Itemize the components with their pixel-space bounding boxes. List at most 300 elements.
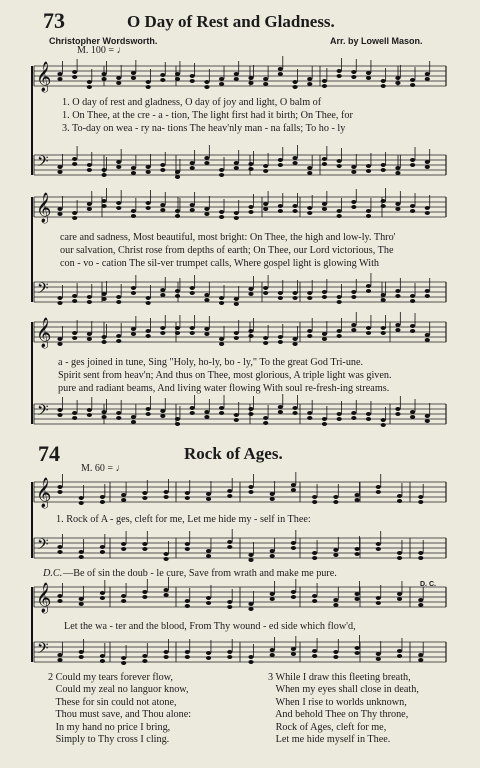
note-head	[278, 163, 283, 167]
note-head	[131, 209, 136, 213]
note-head	[381, 199, 386, 203]
note-head	[175, 77, 180, 81]
note-head	[72, 331, 77, 335]
note-head	[425, 289, 430, 293]
note-head	[312, 599, 317, 603]
note-head	[131, 286, 136, 290]
note-head	[418, 551, 423, 555]
note-head	[248, 81, 253, 85]
tempo-marking: M. 60 = ♩	[81, 463, 126, 474]
note-head	[57, 165, 62, 169]
note-head	[206, 492, 211, 496]
note-head	[219, 301, 224, 305]
note-head	[381, 84, 386, 88]
note-head	[397, 551, 402, 555]
note-head	[234, 413, 239, 417]
note-head	[190, 326, 195, 330]
note-head	[185, 599, 190, 603]
note-head	[248, 607, 253, 611]
note-head	[146, 170, 151, 174]
verse-line: These for sin could not atone,	[48, 696, 177, 708]
note-head	[100, 654, 105, 658]
note-head	[234, 211, 239, 215]
note-head	[248, 162, 253, 166]
note-head	[312, 551, 317, 555]
lyric-line: 1. O day of rest and gladness, O day of joy and light, O balm of	[62, 97, 322, 108]
note-head	[190, 331, 195, 335]
note-head	[333, 603, 338, 607]
note-head	[292, 209, 297, 213]
note-head	[263, 164, 268, 168]
note-head	[270, 497, 275, 501]
note-head	[57, 170, 62, 174]
note-head	[87, 413, 92, 417]
note-head	[204, 410, 209, 414]
lyric-line: 3. To-day on wea - ry na- tions The heav'nly man - na falls; To ho - ly	[62, 123, 346, 134]
note-head	[376, 652, 381, 656]
note-head	[381, 298, 386, 302]
note-head	[57, 296, 62, 300]
verse-line: And behold Thee on Thy throne,	[268, 709, 409, 721]
lyric-line: con - vo - cation The sil-ver trumpet calls, Where gospel light is glowing With	[60, 258, 380, 269]
note-head	[291, 488, 296, 492]
note-head	[121, 594, 126, 598]
note-head	[366, 164, 371, 168]
note-head	[425, 206, 430, 210]
note-head	[425, 160, 430, 164]
note-head	[376, 547, 381, 551]
note-head	[142, 659, 147, 663]
note-head	[204, 327, 209, 331]
note-head	[395, 323, 400, 327]
note-head	[278, 410, 283, 414]
bass-clef-icon: 𝄢	[37, 640, 49, 661]
note-head	[376, 485, 381, 489]
note-head	[397, 597, 402, 601]
note-head	[206, 497, 211, 501]
note-head	[101, 204, 106, 208]
note-head	[270, 653, 275, 657]
note-head	[355, 493, 360, 497]
note-head	[425, 72, 430, 76]
note-head	[270, 648, 275, 652]
note-head	[142, 496, 147, 500]
note-head	[410, 415, 415, 419]
note-head	[57, 207, 62, 211]
note-head	[146, 201, 151, 205]
note-head	[263, 291, 268, 295]
note-head	[376, 490, 381, 494]
note-head	[142, 547, 147, 551]
note-head	[418, 500, 423, 504]
note-head	[204, 207, 209, 211]
note-head	[57, 594, 62, 598]
note-head	[376, 596, 381, 600]
note-head	[121, 547, 126, 551]
note-head	[87, 168, 92, 172]
note-head	[72, 211, 77, 215]
note-head	[307, 411, 312, 415]
note-head	[351, 290, 356, 294]
note-head	[206, 554, 211, 558]
note-head	[131, 214, 136, 218]
bass-clef-icon: 𝄢	[37, 280, 49, 301]
note-head	[100, 500, 105, 504]
note-head	[116, 416, 121, 420]
note-head	[322, 422, 327, 426]
note-head	[322, 157, 327, 161]
note-head	[121, 498, 126, 502]
note-head	[160, 293, 165, 297]
note-head	[410, 410, 415, 414]
note-head	[204, 80, 209, 84]
note-head	[425, 414, 430, 418]
note-head	[206, 596, 211, 600]
note-head	[292, 161, 297, 165]
note-head	[121, 493, 126, 497]
treble-clef-icon: 𝄞	[36, 583, 52, 613]
note-head	[381, 293, 386, 297]
note-head	[322, 79, 327, 83]
verse-line: 2 Could my tears forever flow,	[48, 672, 173, 683]
note-head	[418, 658, 423, 662]
note-head	[395, 412, 400, 416]
note-head	[131, 327, 136, 331]
note-head	[72, 294, 77, 298]
note-head	[397, 494, 402, 498]
note-head	[366, 214, 371, 218]
note-head	[57, 485, 62, 489]
note-head	[164, 593, 169, 597]
note-head	[307, 416, 312, 420]
note-head	[351, 328, 356, 332]
note-head	[227, 494, 232, 498]
note-head	[146, 334, 151, 338]
note-head	[146, 165, 151, 169]
note-head	[131, 76, 136, 80]
note-head	[131, 420, 136, 424]
note-head	[410, 324, 415, 328]
hymn-title: O Day of Rest and Gladness.	[127, 12, 335, 31]
note-head	[142, 542, 147, 546]
note-head	[248, 655, 253, 659]
note-head	[121, 661, 126, 665]
note-head	[146, 206, 151, 210]
note-head	[146, 407, 151, 411]
note-head	[164, 655, 169, 659]
note-head	[87, 332, 92, 336]
note-head	[381, 204, 386, 208]
note-head	[263, 341, 268, 345]
lyric-line: —Be of sin the doub - le cure, Save from wrath and make me pure.	[63, 568, 337, 579]
note-head	[116, 165, 121, 169]
note-head	[337, 417, 342, 421]
note-head	[337, 412, 342, 416]
note-head	[190, 286, 195, 290]
note-head	[72, 157, 77, 161]
note-head	[101, 77, 106, 81]
note-head	[175, 209, 180, 213]
note-head	[322, 337, 327, 341]
note-head	[131, 415, 136, 419]
note-head	[101, 340, 106, 344]
note-head	[116, 300, 121, 304]
note-head	[333, 553, 338, 557]
note-head	[100, 659, 105, 663]
note-head	[366, 76, 371, 80]
verse-line: Let me hide myself in Thee.	[268, 734, 391, 746]
treble-clef-icon: 𝄞	[36, 478, 52, 508]
note-head	[292, 342, 297, 346]
note-head	[307, 291, 312, 295]
note-head	[263, 207, 268, 211]
note-head	[307, 171, 312, 175]
note-head	[425, 333, 430, 337]
note-head	[263, 82, 268, 86]
note-head	[425, 77, 430, 81]
tempo-marking: M. 100 = ♩	[77, 45, 127, 56]
note-head	[292, 337, 297, 341]
note-head	[322, 207, 327, 211]
note-head	[355, 547, 360, 551]
note-head	[381, 79, 386, 83]
note-head	[322, 290, 327, 294]
bass-clef-icon: 𝄢	[37, 402, 49, 423]
note-head	[164, 552, 169, 556]
note-head	[160, 414, 165, 418]
note-head	[381, 168, 386, 172]
note-head	[190, 161, 195, 165]
note-head	[395, 202, 400, 206]
note-head	[204, 415, 209, 419]
note-head	[291, 647, 296, 651]
lyric-line: 1. On Thee, at the cre - a - tion, The light first had it birth; On Thee, for	[62, 110, 353, 121]
note-head	[248, 76, 253, 80]
note-head	[322, 84, 327, 88]
note-head	[79, 602, 84, 606]
note-head	[175, 289, 180, 293]
note-head	[234, 336, 239, 340]
note-head	[219, 342, 224, 346]
note-head	[322, 332, 327, 336]
note-head	[397, 592, 402, 596]
note-head	[333, 650, 338, 654]
note-head	[366, 417, 371, 421]
note-head	[87, 202, 92, 206]
note-head	[116, 295, 121, 299]
note-head	[219, 210, 224, 214]
note-head	[278, 335, 283, 339]
note-head	[185, 542, 190, 546]
note-head	[351, 70, 356, 74]
note-head	[248, 167, 253, 171]
note-head	[227, 650, 232, 654]
note-head	[175, 326, 180, 330]
note-head	[337, 334, 342, 338]
note-head	[395, 171, 400, 175]
note-head	[116, 339, 121, 343]
note-head	[366, 71, 371, 75]
verse-line: When I rise to worlds unknown,	[268, 696, 407, 708]
note-head	[395, 328, 400, 332]
treble-clef-icon: 𝄞	[36, 62, 52, 92]
note-head	[116, 76, 121, 80]
note-head	[333, 655, 338, 659]
note-head	[351, 323, 356, 327]
note-head	[418, 653, 423, 657]
note-head	[219, 337, 224, 341]
note-head	[351, 295, 356, 299]
note-head	[263, 416, 268, 420]
note-head	[292, 411, 297, 415]
note-head	[190, 74, 195, 78]
note-head	[307, 296, 312, 300]
note-head	[146, 296, 151, 300]
note-head	[160, 203, 165, 207]
note-head	[292, 291, 297, 295]
note-head	[164, 650, 169, 654]
note-head	[160, 409, 165, 413]
dc-label: D.C.	[43, 568, 63, 579]
note-head	[355, 552, 360, 556]
note-head	[248, 287, 253, 291]
note-head	[227, 489, 232, 493]
note-head	[263, 169, 268, 173]
note-head	[366, 284, 371, 288]
note-head	[351, 205, 356, 209]
note-head	[185, 496, 190, 500]
note-head	[410, 158, 415, 162]
note-head	[227, 600, 232, 604]
note-head	[291, 541, 296, 545]
note-head	[312, 495, 317, 499]
note-head	[322, 417, 327, 421]
note-head	[351, 411, 356, 415]
note-head	[333, 548, 338, 552]
note-head	[190, 79, 195, 83]
note-head	[337, 329, 342, 333]
note-head	[270, 549, 275, 553]
note-head	[381, 331, 386, 335]
note-head	[366, 169, 371, 173]
note-head	[410, 294, 415, 298]
note-head	[175, 170, 180, 174]
note-head	[351, 170, 356, 174]
note-head	[204, 293, 209, 297]
note-head	[185, 650, 190, 654]
note-head	[57, 490, 62, 494]
note-head	[307, 82, 312, 86]
verse-line: 3 While I draw this fleeting breath,	[268, 672, 411, 683]
note-head	[131, 171, 136, 175]
note-head	[146, 301, 151, 305]
note-head	[185, 655, 190, 659]
note-head	[164, 588, 169, 592]
note-head	[101, 415, 106, 419]
note-head	[57, 599, 62, 603]
note-head	[164, 490, 169, 494]
note-head	[227, 655, 232, 659]
note-head	[79, 555, 84, 559]
hymn-number: 74	[38, 441, 60, 466]
note-head	[190, 406, 195, 410]
note-head	[355, 498, 360, 502]
note-head	[116, 411, 121, 415]
note-head	[164, 557, 169, 561]
note-head	[248, 485, 253, 489]
note-head	[190, 291, 195, 295]
note-head	[248, 490, 253, 494]
note-head	[337, 209, 342, 213]
note-head	[79, 655, 84, 659]
note-head	[351, 165, 356, 169]
note-head	[366, 289, 371, 293]
da-capo-mark: D. C.	[420, 581, 436, 588]
note-head	[87, 300, 92, 304]
note-head	[57, 550, 62, 554]
note-head	[248, 329, 253, 333]
lyric-line: pure and radiant beams, And living water flowing With soul re-fresh-ing streams.	[58, 383, 390, 394]
note-head	[160, 73, 165, 77]
note-head	[100, 550, 105, 554]
note-head	[185, 491, 190, 495]
note-head	[425, 294, 430, 298]
note-head	[87, 80, 92, 84]
note-head	[206, 601, 211, 605]
note-head	[160, 78, 165, 82]
note-head	[219, 77, 224, 81]
note-head	[366, 209, 371, 213]
note-head	[263, 77, 268, 81]
note-head	[248, 412, 253, 416]
note-head	[333, 500, 338, 504]
note-head	[278, 204, 283, 208]
note-head	[366, 326, 371, 330]
verse-line: Thou must save, and Thou alone:	[48, 709, 192, 721]
note-head	[72, 416, 77, 420]
note-head	[57, 408, 62, 412]
note-head	[291, 546, 296, 550]
note-head	[57, 77, 62, 81]
note-head	[57, 545, 62, 549]
note-head	[425, 211, 430, 215]
note-head	[206, 549, 211, 553]
note-head	[397, 654, 402, 658]
note-head	[160, 288, 165, 292]
note-head	[322, 295, 327, 299]
lyric-line: Let the wa - ter and the blood, From Thy wound - ed side which flow'd,	[64, 621, 356, 632]
note-head	[248, 602, 253, 606]
note-head	[190, 208, 195, 212]
note-head	[175, 422, 180, 426]
lyric-line: care and sadness, Most beautiful, most bright: On Thee, the high and low-ly. Thro'	[60, 232, 396, 243]
note-head	[234, 297, 239, 301]
note-head	[376, 542, 381, 546]
note-head	[292, 406, 297, 410]
note-head	[234, 166, 239, 170]
note-head	[410, 83, 415, 87]
note-head	[234, 161, 239, 165]
note-head	[248, 292, 253, 296]
note-head	[79, 550, 84, 554]
note-head	[270, 592, 275, 596]
note-head	[270, 492, 275, 496]
note-head	[57, 658, 62, 662]
note-head	[397, 556, 402, 560]
note-head	[307, 206, 312, 210]
note-head	[57, 72, 62, 76]
note-head	[87, 207, 92, 211]
